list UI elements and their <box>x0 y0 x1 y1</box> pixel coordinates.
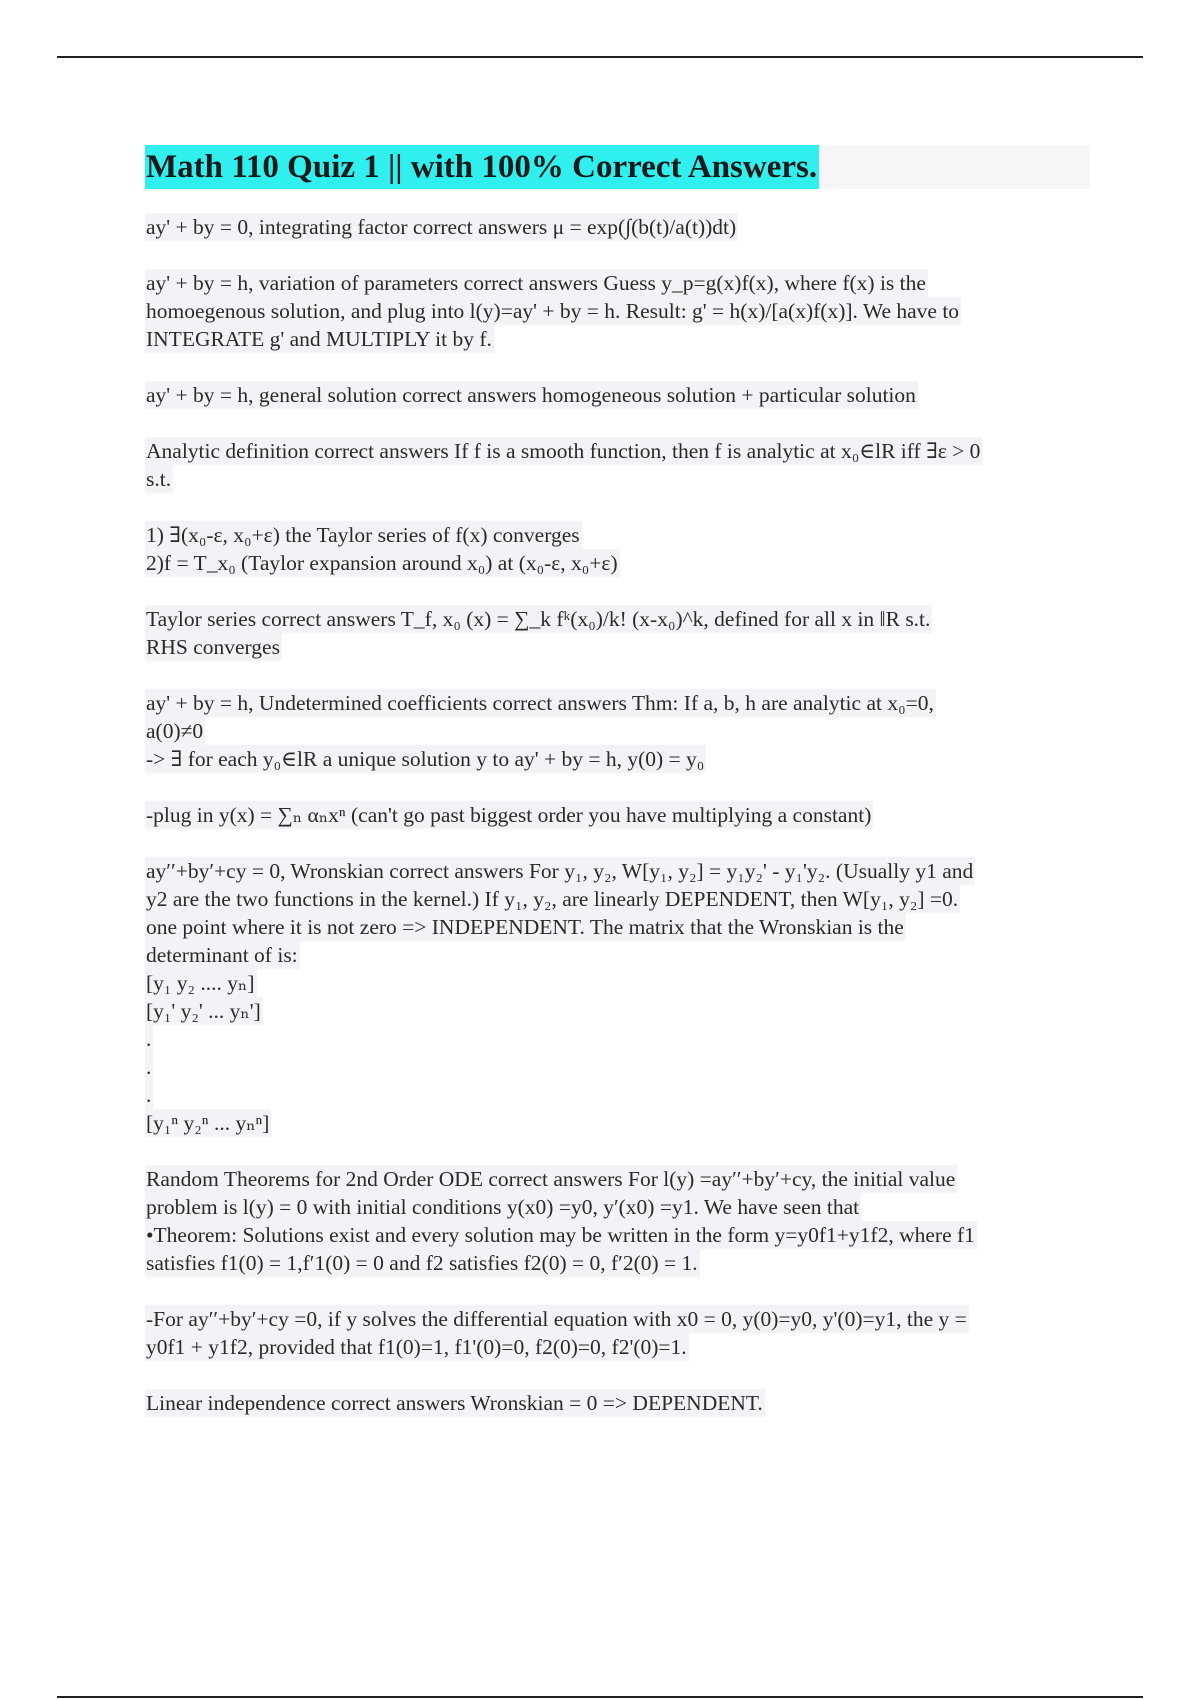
text-line: ay' + by = 0, integrating factor correct answers μ = exp(∫(b(t)/a(t))dt) <box>146 215 737 239</box>
text-line: . <box>146 1083 152 1107</box>
text-line: one point where it is not zero => INDEPENDENT. The matrix that the Wronskian is the <box>146 915 904 939</box>
paragraph <box>145 1165 1090 1277</box>
paragraph <box>145 437 1090 493</box>
text-line: homoegenous solution, and plug into l(y)=ay' + by = h. Result: g' = h(x)/[a(x)f(x)]. We have to <box>146 299 960 323</box>
footer-rule <box>57 1696 1143 1698</box>
text-line: y2 are the two functions in the kernel.) If y₁, y₂, are linearly DEPENDENT, then W[y₁, y₂] =0. <box>146 887 959 911</box>
paragraph <box>145 381 1090 409</box>
text-line: 2)f = T_x₀ (Taylor expansion around x₀) at (x₀-ε, x₀+ε) <box>146 551 618 575</box>
text-line: Taylor series correct answers T_f, x₀ (x) = ∑_k fᵏ(x₀)/k! (x-x₀)^k, defined for all x in ‖R s.t. <box>146 607 931 631</box>
paragraph <box>145 857 1090 1137</box>
text-line: RHS converges <box>146 635 280 659</box>
text-line: -For ay′′+by′+cy =0, if y solves the differential equation with x0 = 0, y(0)=y0, y'(0)=y1, the y = <box>146 1307 967 1331</box>
text-line: satisfies f1(0) = 1,f′1(0) = 0 and f2 satisfies f2(0) = 0, f′2(0) = 1. <box>146 1251 698 1275</box>
paragraph <box>145 801 1090 829</box>
paragraph <box>145 521 1090 577</box>
paragraph <box>145 213 1090 241</box>
text-line: . <box>146 1055 152 1079</box>
text-line: ay' + by = h, Undetermined coefficients correct answers Thm: If a, b, h are analytic at x₀=0, <box>146 691 934 715</box>
paragraph <box>145 269 1090 353</box>
paragraph <box>145 1389 1090 1417</box>
text-line: Linear independence correct answers Wronskian = 0 => DEPENDENT. <box>146 1391 763 1415</box>
text-line: [y₁ⁿ y₂ⁿ ... yₙⁿ] <box>146 1111 270 1135</box>
text-line: a(0)≠0 <box>146 719 204 743</box>
text-line: . <box>146 1027 152 1051</box>
text-line: determinant of is: <box>146 943 298 967</box>
paragraph <box>145 605 1090 661</box>
document-paragraphs <box>145 213 1090 1417</box>
text-line: ay' + by = h, variation of parameters correct answers Guess y_p=g(x)f(x), where f(x) is the <box>146 271 926 295</box>
text-line: -> ∃ for each y₀∈lR a unique solution y to ay' + by = h, y(0) = y₀ <box>146 747 705 771</box>
paragraph <box>145 689 1090 773</box>
title-band <box>145 145 1090 189</box>
text-line: INTEGRATE g' and MULTIPLY it by f. <box>146 327 492 351</box>
paragraph <box>145 1305 1090 1361</box>
text-line: [y₁' y₂' ... yₙ'] <box>146 999 261 1023</box>
text-line: -plug in y(x) = ∑ₙ αₙxⁿ (can't go past biggest order you have multiplying a constant) <box>146 803 872 827</box>
document-title: Math 110 Quiz 1 || with 100% Correct Answers. <box>145 145 819 189</box>
text-line: s.t. <box>146 467 172 491</box>
text-line: ay′′+by′+cy = 0, Wronskian correct answers For y₁, y₂, W[y₁, y₂] = y₁y₂' - y₁'y₂. (Usually y1 and <box>146 859 974 883</box>
text-line: [y₁ y₂ .... yₙ] <box>146 971 255 995</box>
text-line: problem is l(y) = 0 with initial conditions y(x0) =y0, y′(x0) =y1. We have seen that <box>146 1195 860 1219</box>
text-line: y0f1 + y1f2, provided that f1(0)=1, f1'(0)=0, f2(0)=0, f2'(0)=1. <box>146 1335 687 1359</box>
text-line: ay' + by = h, general solution correct answers homogeneous solution + particular solution <box>146 383 916 407</box>
document-body <box>145 145 1090 1445</box>
text-line: 1) ∃(x₀-ε, x₀+ε) the Taylor series of f(x) converges <box>146 523 580 547</box>
text-line: Analytic definition correct answers If f is a smooth function, then f is analytic at x₀∈lR iff ∃ε > 0 <box>146 439 981 463</box>
text-line: •Theorem: Solutions exist and every solution may be written in the form y=y0f1+y1f2, where f1 <box>146 1223 975 1247</box>
text-line: Random Theorems for 2nd Order ODE correct answers For l(y) =ay′′+by′+cy, the initial value <box>146 1167 956 1191</box>
header-rule <box>57 56 1143 58</box>
